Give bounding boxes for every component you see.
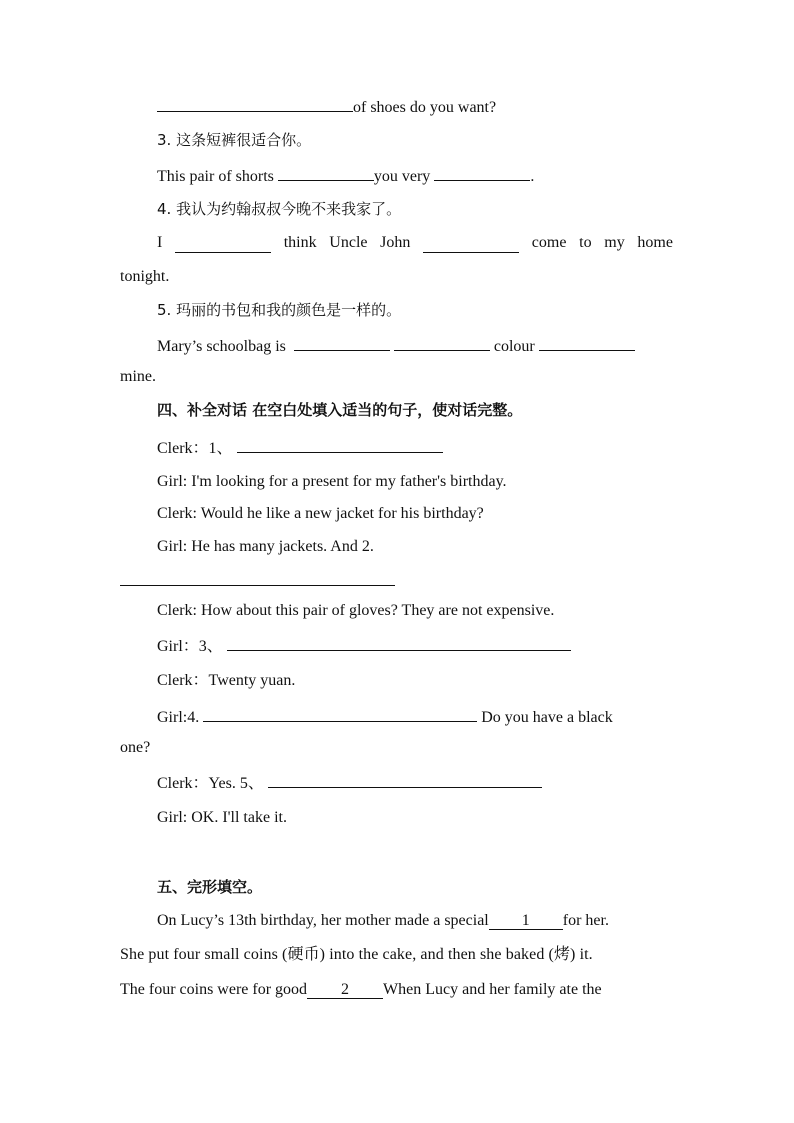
answer-blank[interactable] (157, 96, 353, 112)
cloze-text: When Lucy and her family ate the (383, 981, 602, 998)
dialogue-text: Girl：3、 (157, 638, 223, 655)
cloze-text: The four coins were for good (120, 981, 308, 998)
answer-blank[interactable] (175, 237, 271, 253)
dialogue-line-4: Girl: He has many jackets. And 2. (157, 538, 374, 555)
q4-tail: tonight. (120, 268, 170, 285)
q2-line-text: of shoes do you want? (353, 99, 497, 116)
cloze-text: On Lucy’s 13th birthday, her mother made a special (157, 912, 489, 929)
section4-heading: 四、补全对话 在空白处填入适当的句子，使对话完整。 (157, 401, 523, 419)
dialogue-line-1 (157, 437, 443, 459)
cloze-blank-2[interactable]: 2 (307, 982, 383, 999)
dialogue-line-3: Clerk: Would he like a new jacket for his birthday? (157, 505, 484, 522)
q5-text-a: Mary’s schoolbag is (157, 338, 286, 355)
answer-blank[interactable] (394, 335, 490, 351)
cloze-line-2: She put four small coins (硬币) into the cake, and then she baked (烤) it. (120, 946, 593, 963)
dialogue-line-4-blank (120, 570, 395, 592)
q4-word: come (531, 234, 567, 251)
dialogue-text: Clerk：1、 (157, 440, 233, 457)
dialogue-line-5: Clerk: How about this pair of gloves? They are not expensive. (157, 602, 555, 619)
q4-word: home (637, 234, 673, 251)
dialogue-text: Girl:4. (157, 709, 200, 726)
q5-english (157, 335, 635, 357)
dialogue-text: Do you have a black (481, 709, 613, 726)
q4-word: my (604, 234, 625, 251)
q4-word: John (380, 234, 411, 251)
answer-blank[interactable] (423, 237, 519, 253)
q5-text-b: colour (493, 338, 535, 355)
cloze-line-1 (157, 911, 609, 931)
q3-chinese: 3. 这条短裤很适合你。 (157, 131, 312, 149)
q4-word: to (579, 234, 592, 251)
q4-word: I (157, 234, 163, 251)
dialogue-line-8-tail: one? (120, 739, 151, 756)
q5-tail: mine. (120, 368, 156, 385)
answer-blank[interactable] (268, 772, 542, 788)
dialogue-line-2: Girl: I'm looking for a present for my father's birthday. (157, 473, 507, 490)
dialogue-line-6 (157, 635, 571, 657)
q4-chinese: 4. 我认为约翰叔叔今晚不来我家了。 (157, 200, 402, 218)
q3-english (157, 165, 534, 187)
dialogue-line-10: Girl: OK. I'll take it. (157, 809, 287, 826)
answer-blank[interactable] (227, 635, 571, 651)
answer-blank[interactable] (278, 165, 374, 181)
dialogue-text: Clerk：Yes. 5、 (157, 775, 264, 792)
answer-blank[interactable] (237, 437, 443, 453)
dialogue-line-9 (157, 772, 542, 794)
q4-word: Uncle (329, 234, 368, 251)
answer-blank[interactable] (539, 335, 635, 351)
q3-text-b: you very (373, 168, 431, 185)
answer-blank[interactable] (294, 335, 390, 351)
q4-english (157, 233, 673, 253)
cloze-blank-1[interactable]: 1 (489, 913, 563, 930)
section5-heading: 五、完形填空。 (157, 878, 263, 896)
dialogue-line-7: Clerk：Twenty yuan. (157, 672, 296, 689)
answer-blank[interactable] (203, 706, 477, 722)
q5-chinese: 5. 玛丽的书包和我的颜色是一样的。 (157, 301, 402, 319)
cloze-line-3 (120, 980, 602, 1000)
dialogue-line-8 (157, 706, 613, 728)
answer-blank[interactable] (434, 165, 530, 181)
answer-blank[interactable] (120, 570, 395, 586)
q4-word: think (283, 234, 317, 251)
q2-line (157, 96, 496, 118)
q3-text-a: This pair of shorts (157, 168, 274, 185)
q3-text-end: . (530, 168, 535, 185)
cloze-text: for her. (562, 912, 609, 929)
